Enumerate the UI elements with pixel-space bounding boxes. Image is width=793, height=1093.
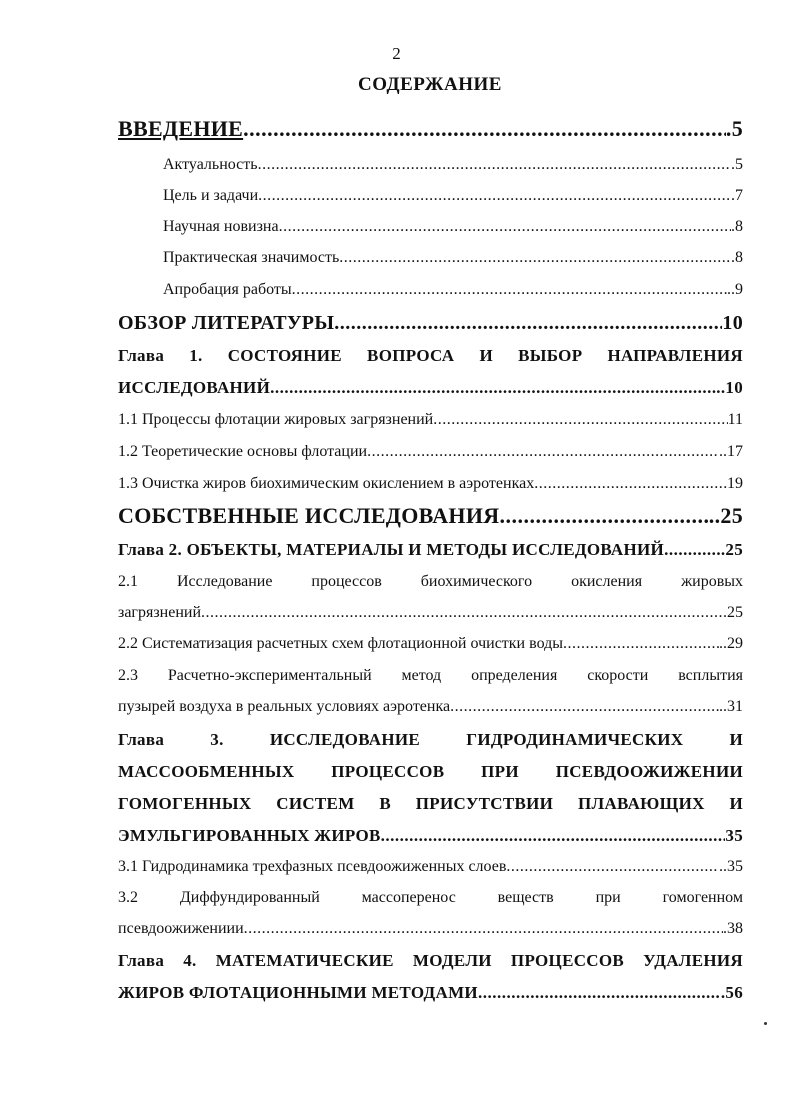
toc-entry-chapter2[interactable]: [118, 540, 743, 560]
toc-entry-practical[interactable]: [163, 248, 743, 268]
toc-entry-page: .5: [725, 116, 743, 141]
toc-entry-label: ИССЛЕДОВАНИЙ: [118, 378, 271, 397]
toc-entry-2-2[interactable]: [118, 634, 743, 654]
toc-entry-2-1[interactable]: [118, 603, 743, 623]
toc-entry-label: 1.3 Очистка жиров биохимическим окислением в аэротенках: [118, 475, 535, 492]
toc-entry-label: ОБЗОР ЛИТЕРАТУРЫ: [118, 312, 335, 334]
toc-entry-1-2[interactable]: [118, 442, 743, 462]
toc-entry-label: Цель и задачи: [163, 187, 259, 204]
toc-entry-literature[interactable]: [118, 313, 743, 333]
toc-entry-goals[interactable]: [163, 186, 743, 206]
toc-entry-page: ..29: [719, 635, 743, 652]
toc-entry-1-1[interactable]: [118, 410, 743, 430]
toc-entry-page: ..25: [708, 503, 743, 528]
toc-entry-label: 3.1 Гидродинамика трехфазных псевдоожиженных слоев: [118, 858, 507, 875]
toc-entry-page: .38: [723, 920, 743, 937]
toc-entry-label: псевдоожижениии: [118, 920, 244, 937]
toc-entry-chapter3-line1[interactable]: Глава 3. ИССЛЕДОВАНИЕ ГИДРОДИНАМИЧЕСКИХ И: [118, 730, 743, 749]
toc-entry-label: Научная новизна: [163, 218, 279, 235]
scan-speck: [764, 1022, 767, 1025]
toc-entry-3-2-line1[interactable]: 3.2 Диффундированный массоперенос веществ при гомогенном: [118, 889, 743, 906]
toc-entry-chapter3-line2[interactable]: МАССООБМЕННЫХ ПРОЦЕССОВ ПРИ ПСЕВДООЖИЖЕНИИ: [118, 762, 743, 781]
toc-entry-2-1-line1[interactable]: 2.1 Исследование процессов биохимического окисления жировых: [118, 573, 743, 590]
toc-entry-label: СОБСТВЕННЫЕ ИССЛЕДОВАНИЯ: [118, 503, 500, 528]
toc-entry-chapter1[interactable]: [118, 378, 743, 398]
toc-entry-2-3-line1[interactable]: 2.3 Расчетно-экспериментальный метод определения скорости всплытия: [118, 667, 743, 684]
toc-entry-page: 10: [722, 312, 743, 334]
toc-entry-page: .25: [720, 540, 743, 559]
toc-entry-chapter1-line1[interactable]: Глава 1. СОСТОЯНИЕ ВОПРОСА И ВЫБОР НАПРАВЛЕНИЯ: [118, 346, 743, 365]
toc-entry-1-3[interactable]: [118, 474, 743, 494]
toc-entry-page: ..9: [727, 281, 743, 298]
toc-entry-page: ..17: [719, 443, 743, 460]
toc-entry-chapter4[interactable]: [118, 983, 743, 1003]
toc-entry-page: .7: [731, 187, 743, 204]
toc-entry-label: Глава 2. ОБЪЕКТЫ, МАТЕРИАЛЫ И МЕТОДЫ ИССЛЕДОВАНИЙ: [118, 540, 665, 559]
toc-entry-label: ЖИРОВ ФЛОТАЦИОННЫМИ МЕТОДАМИ: [118, 983, 478, 1002]
toc-entry-label: ЭМУЛЬГИРОВАННЫХ ЖИРОВ: [118, 826, 381, 845]
page-number: 2: [392, 44, 401, 63]
toc-entry-page: ..35: [719, 858, 743, 875]
toc-entry-chapter3-line3[interactable]: ГОМОГЕННЫХ СИСТЕМ В ПРИСУТСТВИИ ПЛАВАЮЩИХ И: [118, 794, 743, 813]
toc-entry-3-2[interactable]: [118, 919, 743, 939]
toc-entry-page: .8: [731, 218, 743, 235]
toc-entry-3-1[interactable]: [118, 857, 743, 877]
toc-entry-novelty[interactable]: [163, 217, 743, 237]
toc-entry-page: 19: [727, 475, 743, 492]
toc-entry-chapter3[interactable]: [118, 826, 743, 846]
toc-entry-label: 1.1 Процессы флотации жировых загрязнений: [118, 411, 434, 428]
toc-entry-page: ..31: [719, 698, 743, 715]
toc-entry-intro[interactable]: [118, 116, 743, 141]
toc-entry-page: .56: [720, 983, 743, 1002]
toc-entry-label: пузырей воздуха в реальных условиях аэротенка: [118, 698, 451, 715]
toc-entry-approbation[interactable]: [163, 280, 743, 300]
toc-entry-page: 25: [727, 604, 743, 621]
toc-entry-page: 11: [727, 411, 743, 428]
toc-entry-2-3[interactable]: [118, 697, 743, 717]
toc-entry-label: 1.2 Теоретические основы флотации: [118, 443, 368, 460]
toc-entry-own-research[interactable]: [118, 503, 743, 528]
toc-title: СОДЕРЖАНИЕ: [358, 74, 502, 95]
toc-entry-page: .8: [731, 249, 743, 266]
toc-entry-page: ..10: [716, 378, 743, 397]
toc-entry-page: 35: [725, 826, 743, 845]
toc-entry-chapter4-line1[interactable]: Глава 4. МАТЕМАТИЧЕСКИЕ МОДЕЛИ ПРОЦЕССОВ УДАЛЕНИЯ: [118, 951, 743, 970]
toc-entry-relevance[interactable]: [163, 155, 743, 175]
toc-entry-label: 2.2 Систематизация расчетных схем флотационной очистки воды: [118, 635, 563, 652]
toc-entry-page: .5: [731, 156, 743, 173]
toc-entry-label: Актуальность: [163, 156, 258, 173]
toc-entry-label: ВВЕДЕНИЕ: [118, 116, 244, 141]
toc-entry-label: Практическая значимость: [163, 249, 340, 266]
toc-entry-label: загрязнений: [118, 604, 202, 621]
toc-entry-label: Апробация работы: [163, 281, 292, 298]
